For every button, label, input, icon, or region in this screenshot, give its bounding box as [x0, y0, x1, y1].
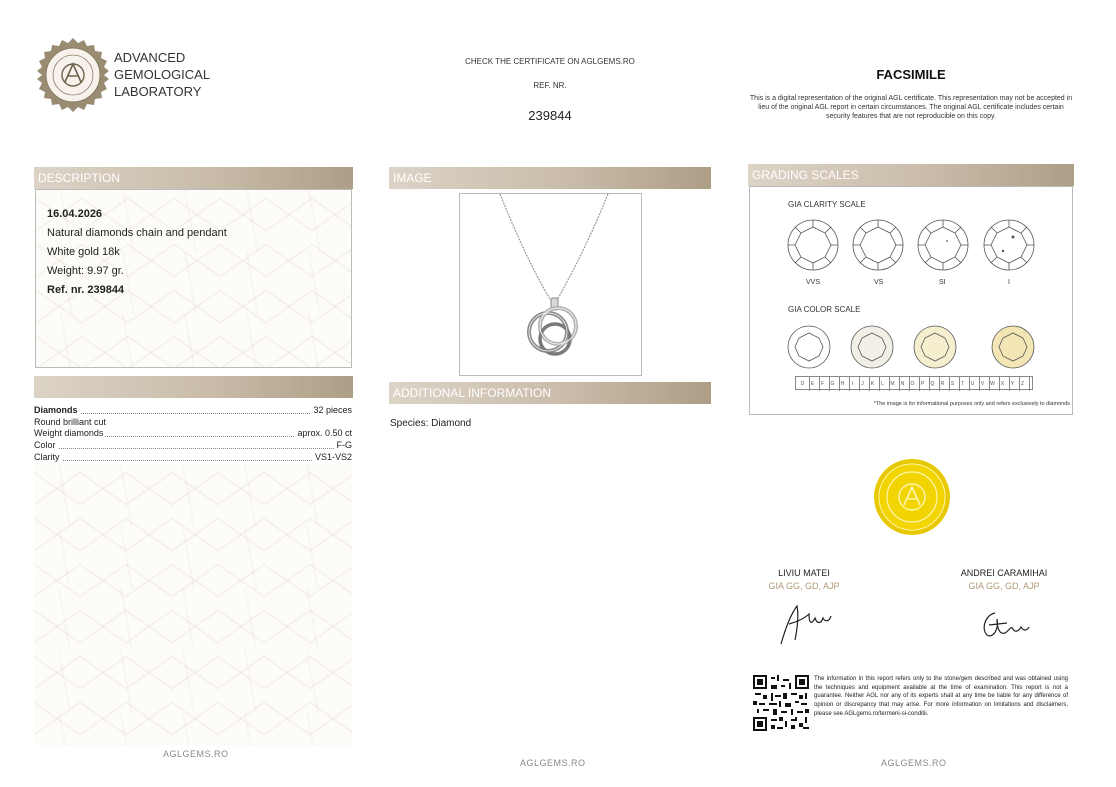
gold-seal	[872, 457, 952, 537]
clarity-label-vs: VS	[874, 279, 884, 286]
image-header	[389, 167, 711, 189]
facsimile-title: FACSIMILE	[876, 67, 946, 82]
additional-info-title: ADDITIONAL INFORMATION	[393, 386, 552, 400]
lab-name-line1: ADVANCED	[114, 50, 186, 65]
pendant-image	[460, 194, 641, 375]
gold-seal-icon	[872, 457, 952, 537]
additional-info-header	[389, 382, 711, 404]
description-line2: White gold 18k	[47, 246, 120, 258]
description-line1: Natural diamonds chain and pendant	[47, 227, 227, 239]
lab-name-line3: LABORATORY	[114, 84, 202, 99]
grading-note: *The image is for informational purposes only and refers exclusively to diamonds	[873, 401, 1070, 407]
product-image-frame	[459, 193, 642, 376]
clarity-label-si: SI	[939, 279, 946, 286]
color-scale-bar: D E F G H I J K L M N O P Q R S T U V W X Y Z	[795, 376, 1033, 390]
signer-1-credentials: GIA GG, GD, AJP	[768, 581, 840, 591]
footer-right: AGLGEMS.RO	[881, 758, 947, 768]
signer-1-name: LIVIU MATEI	[778, 568, 830, 578]
description-box	[35, 189, 352, 368]
clarity-label-vvs: VVS	[806, 279, 821, 286]
color-diamonds	[787, 325, 1047, 373]
description-header	[34, 167, 353, 189]
image-title: IMAGE	[393, 171, 432, 185]
description-title: DESCRIPTION	[38, 171, 121, 185]
lab-seal-icon	[34, 37, 112, 113]
ref-number: 239844	[528, 108, 572, 123]
qr-code	[753, 675, 809, 731]
clarity-label-i: I	[1008, 279, 1010, 286]
signer-1-signature	[775, 600, 835, 648]
detail-row-color: Color F-G	[34, 440, 352, 450]
clarity-diamonds	[787, 217, 1047, 279]
species-text: Species: Diamond	[390, 418, 472, 429]
facsimile-note: This is a digital representation of the original AGL certificate. This representation may not be accepted in lieu of the original AGL report in certain circumstances. The original AGL certificate includes certain security features that are not reproducible on this copy.	[749, 95, 1073, 120]
details-pattern-area	[34, 464, 352, 746]
color-scale-title: GIA COLOR SCALE	[788, 305, 861, 314]
ref-label: REF. NR.	[533, 81, 567, 90]
grading-scales-title: GRADING SCALES	[752, 168, 859, 182]
grading-scales-header	[748, 164, 1074, 186]
signer-2-name: ANDREI CARAMIHAI	[960, 568, 1048, 578]
disclaimer-text: The information in this report refers only to the stone/gem described and was obtained using the techniques and equipment available at the time of examination. This report is not a guarantee. Neither AGL nor any of its experts shall at any time be liable for any difference of opinion or discrepancy that may arise. For more information on limitations and disclaimers, please see AGLgems.ro/termeni-si-conditii.	[814, 676, 1068, 717]
footer-center: AGLGEMS.RO	[520, 758, 586, 768]
signer-2-credentials: GIA GG, GD, AJP	[968, 581, 1040, 591]
description-line3: Weight: 9.97 gr.	[47, 265, 124, 277]
detail-row-cut: Round brilliant cut	[34, 417, 107, 427]
grading-scales-box	[749, 186, 1073, 415]
details-header	[34, 376, 353, 398]
description-ref: Ref. nr. 239844	[47, 284, 125, 296]
detail-row-diamonds: Diamonds 32 pieces	[34, 405, 352, 415]
check-certificate-text: CHECK THE CERTIFICATE ON AGLGEMS.RO	[465, 57, 635, 66]
signer-2-signature	[977, 605, 1033, 645]
detail-row-clarity: Clarity VS1-VS2	[34, 452, 352, 462]
lab-name	[114, 49, 210, 100]
lab-name-line2: GEMOLOGICAL	[114, 67, 211, 82]
footer-left: AGLGEMS.RO	[163, 749, 229, 759]
description-date: 16.04.2026	[47, 208, 103, 220]
detail-row-weight: Weight diamonds aprox. 0.50 ct	[34, 428, 352, 438]
clarity-scale-title: GIA CLARITY SCALE	[788, 200, 866, 209]
lab-logo	[34, 37, 114, 113]
